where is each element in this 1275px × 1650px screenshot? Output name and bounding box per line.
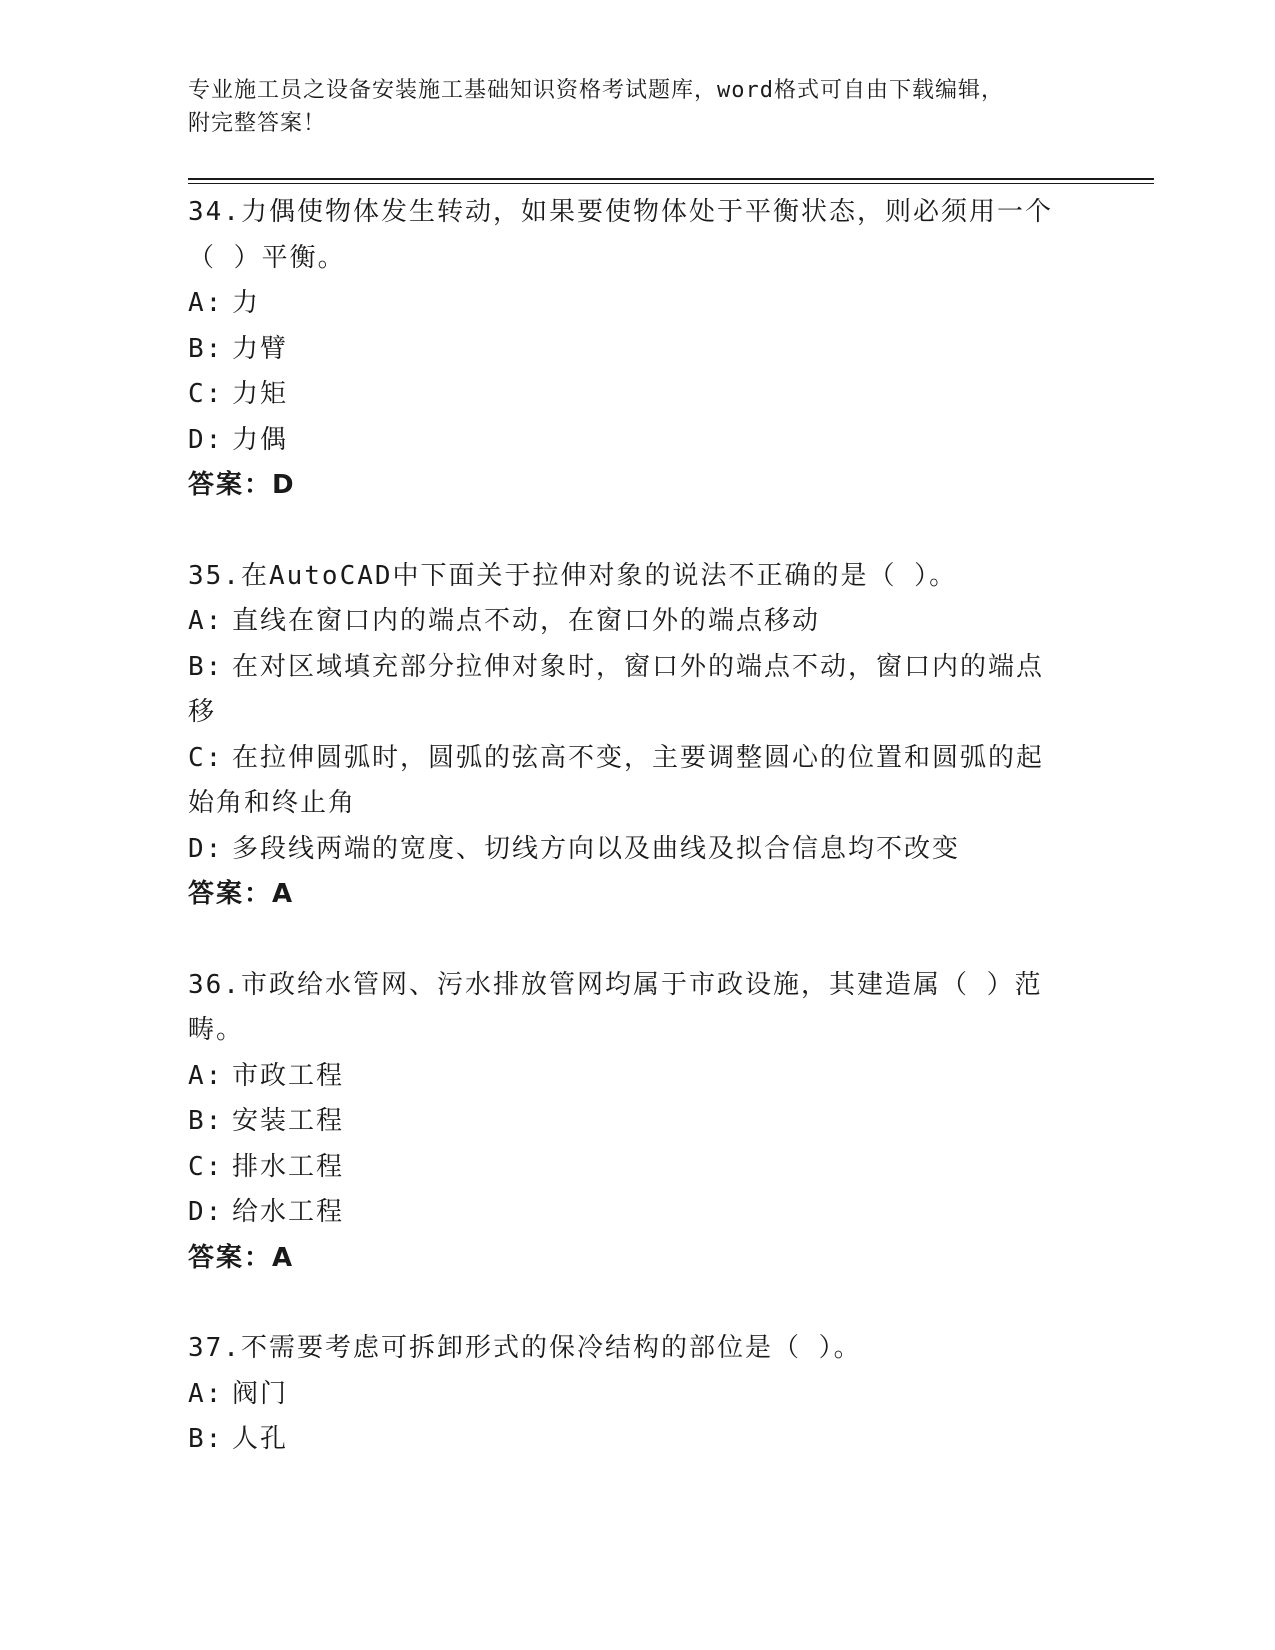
answer-label: 答案：	[188, 879, 273, 909]
question-37	[188, 1326, 1068, 1463]
option-label: A:	[188, 288, 224, 318]
option-text: 阀门	[232, 1378, 289, 1409]
question-stem: 36.市政给水管网、污水排放管网均属于市政设施，其建造属（ ）范畴。	[188, 969, 1043, 1045]
option-label: C:	[188, 742, 224, 773]
option-b	[188, 645, 1068, 736]
option-a	[188, 1372, 1068, 1418]
option-label: D:	[188, 424, 224, 455]
header-divider-thick	[188, 178, 1154, 180]
option-a	[188, 1054, 1068, 1100]
option-label: C:	[188, 379, 224, 409]
option-b	[188, 327, 1068, 373]
option-text: 排水工程	[232, 1151, 345, 1182]
answer-line	[188, 872, 1068, 918]
option-c	[188, 1145, 1068, 1191]
option-text: 多段线两端的宽度、切线方向以及曲线及拟合信息均不改变	[232, 833, 961, 864]
question-stem: 35.在AutoCAD中下面关于拉伸对象的说法不正确的是（ ）。	[188, 560, 958, 591]
option-a	[188, 599, 1068, 645]
header-line-2: 附完整答案！	[188, 111, 327, 136]
option-label: D:	[188, 1197, 224, 1227]
header-line-1: 专业施工员之设备安装施工基础知识资格考试题库，word格式可自由下载编辑，	[188, 78, 1004, 103]
option-text: 人孔	[232, 1424, 289, 1454]
option-text: 安装工程	[232, 1106, 345, 1136]
option-label: A:	[188, 1060, 224, 1091]
question-34	[188, 190, 1068, 509]
answer-line	[188, 463, 1068, 509]
option-label: B:	[188, 651, 224, 682]
question-stem: 34.力偶使物体发生转动，如果要使物体处于平衡状态，则必须用一个（ ）平衡。	[188, 197, 1053, 273]
answer-value: D	[272, 470, 296, 500]
option-text: 给水工程	[232, 1197, 345, 1227]
option-d	[188, 827, 1068, 873]
option-text: 在对区域填充部分拉伸对象时，窗口外的端点不动，窗口内的端点移	[188, 651, 1045, 727]
question-36	[188, 963, 1068, 1282]
answer-label: 答案：	[188, 1242, 273, 1273]
option-text: 力臂	[232, 333, 289, 364]
option-c	[188, 372, 1068, 418]
answer-value: A	[272, 1242, 295, 1273]
page-header	[188, 74, 1068, 140]
option-label: D:	[188, 833, 224, 864]
option-c	[188, 736, 1068, 827]
option-label: B:	[188, 333, 224, 364]
answer-line	[188, 1236, 1068, 1282]
option-text: 力偶	[232, 424, 289, 455]
option-label: A:	[188, 606, 224, 636]
option-text: 直线在窗口内的端点不动，在窗口外的端点移动	[232, 606, 821, 636]
option-b	[188, 1417, 1068, 1463]
answer-label: 答案：	[188, 470, 273, 500]
option-d	[188, 1190, 1068, 1236]
option-b	[188, 1099, 1068, 1145]
option-d	[188, 418, 1068, 464]
question-list	[188, 190, 1068, 1463]
option-a	[188, 281, 1068, 327]
option-label: B:	[188, 1424, 224, 1454]
option-label: C:	[188, 1151, 224, 1182]
option-text: 力	[232, 288, 261, 318]
question-stem: 37.不需要考虑可拆卸形式的保冷结构的部位是（ ）。	[188, 1333, 862, 1363]
option-text: 市政工程	[232, 1060, 345, 1091]
option-text: 在拉伸圆弧时，圆弧的弦高不变，主要调整圆心的位置和圆弧的起始角和终止角	[188, 742, 1045, 818]
option-label: A:	[188, 1378, 224, 1409]
option-label: B:	[188, 1106, 224, 1136]
question-35	[188, 554, 1068, 918]
answer-value: A	[272, 879, 295, 909]
header-divider-thin	[188, 183, 1154, 184]
option-text: 力矩	[232, 379, 289, 409]
